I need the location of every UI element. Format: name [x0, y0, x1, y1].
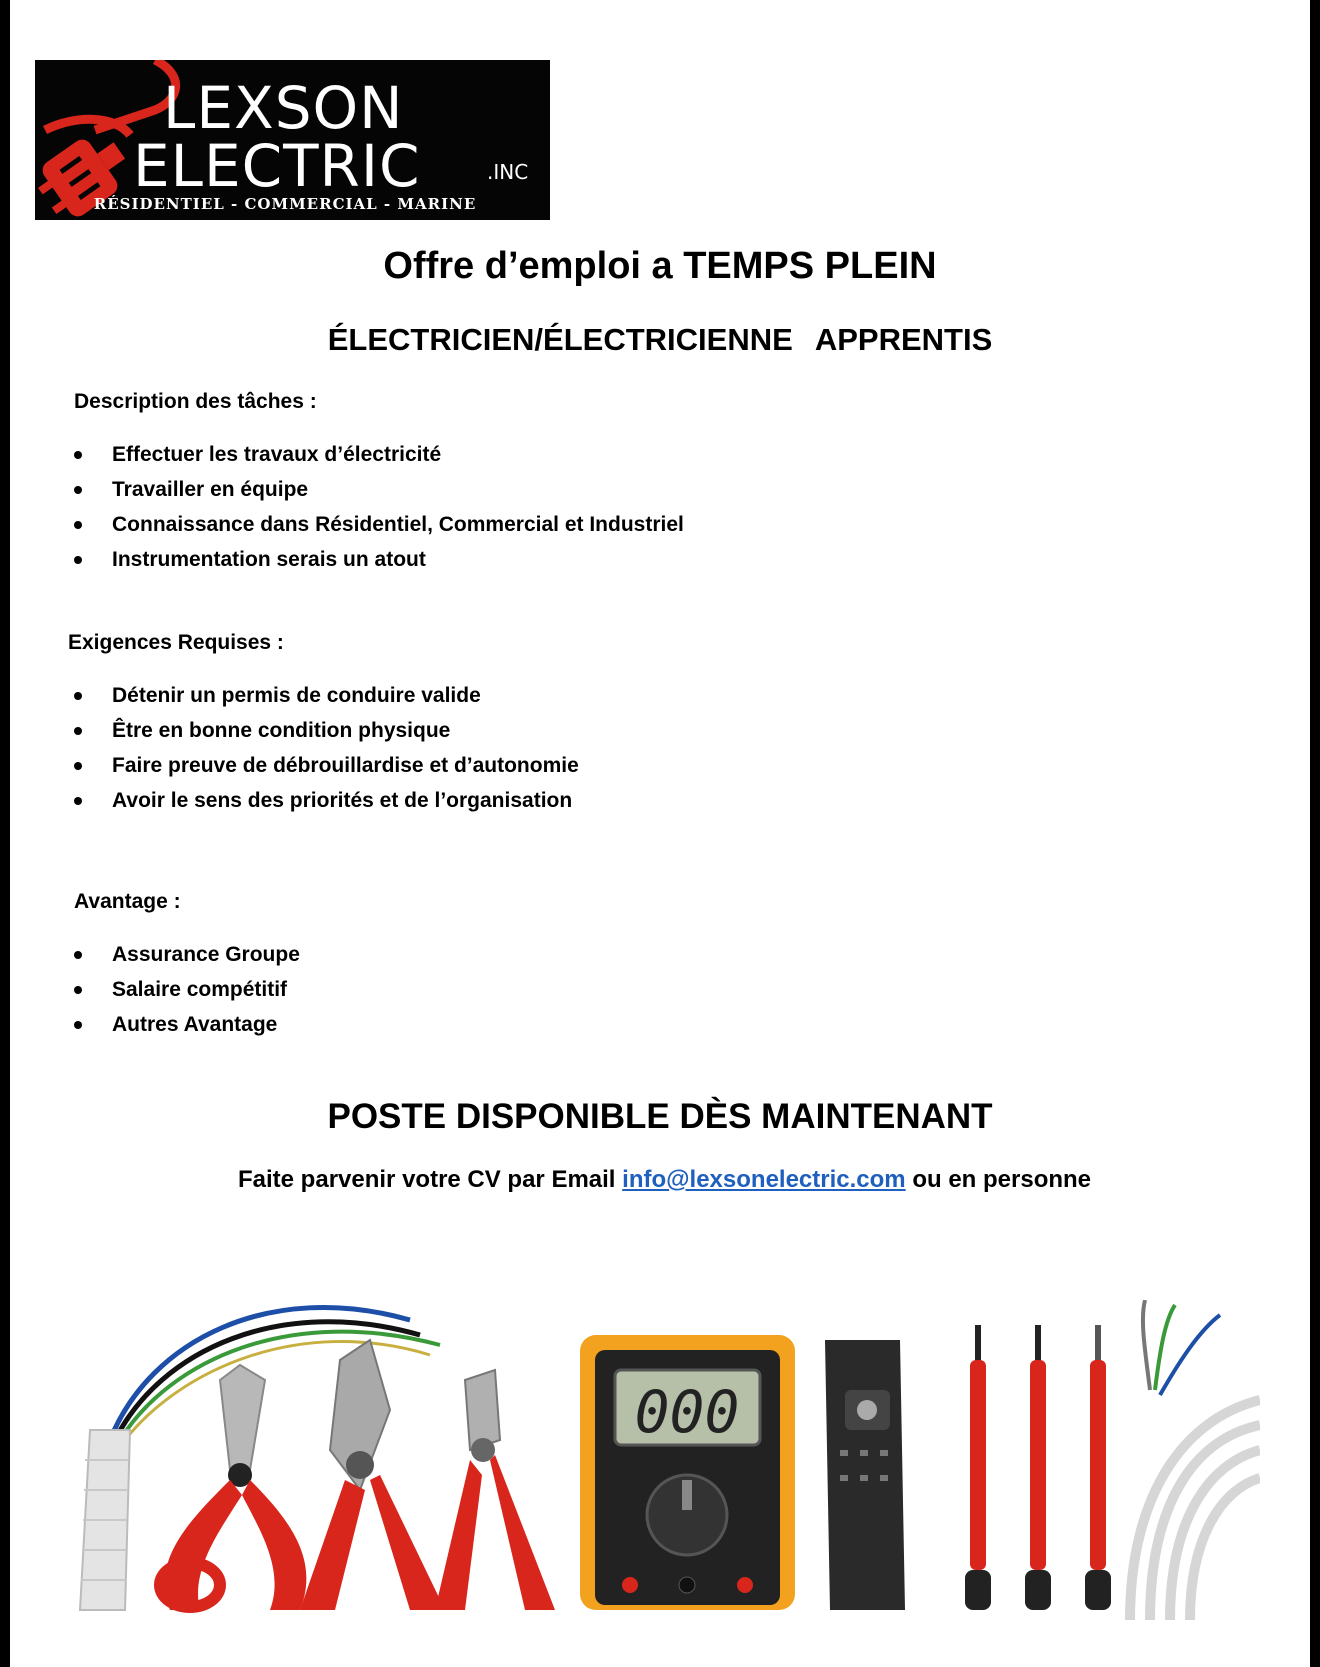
bullet-icon — [74, 692, 82, 700]
list-item — [74, 937, 300, 972]
bullet-icon — [74, 451, 82, 459]
wire-coil-icon — [1130, 1300, 1260, 1620]
list-item-text: Connaissance dans Résidentiel, Commercial et Industriel — [112, 513, 684, 536]
availability-heading: POSTE DISPONIBLE DÈS MAINTENANT — [327, 1097, 993, 1136]
list-item — [74, 713, 579, 748]
bullet-icon — [74, 762, 82, 770]
requirements-list — [74, 678, 579, 818]
bullet-icon — [74, 986, 82, 994]
cutter-icon — [435, 1370, 555, 1610]
benefits-list — [74, 937, 300, 1042]
list-item — [74, 507, 684, 542]
bullet-icon — [74, 1021, 82, 1029]
section-title-avantage: Avantage : — [74, 890, 181, 913]
logo-line-2: ELECTRIC — [133, 132, 421, 200]
list-item — [74, 472, 684, 507]
bullet-icon — [74, 486, 82, 494]
list-item-text: Salaire compétitif — [112, 978, 288, 1001]
list-item-text: Effectuer les travaux d’électricité — [112, 443, 442, 466]
list-item — [74, 437, 684, 472]
list-item-text: Détenir un permis de conduire valide — [112, 684, 481, 707]
list-item-text: Instrumentation serais un atout — [112, 548, 426, 571]
list-item — [74, 748, 579, 783]
page-title: Offre d’emploi a TEMPS PLEIN — [383, 245, 937, 287]
bullet-icon — [74, 556, 82, 564]
bullet-icon — [74, 521, 82, 529]
section-title-exigences: Exigences Requises : — [68, 631, 284, 654]
pliers-icon — [300, 1340, 445, 1610]
company-logo — [35, 60, 550, 220]
task-list — [74, 437, 684, 577]
contact-suffix: ou en personne — [912, 1166, 1092, 1193]
logo-line-1: LEXSON — [163, 74, 404, 142]
screwdriver-icon — [965, 1325, 1111, 1610]
crimper-icon — [825, 1340, 905, 1610]
bullet-icon — [74, 727, 82, 735]
scissors-icon — [160, 1365, 306, 1610]
list-item-text: Faire preuve de débrouillardise et d’autonomie — [112, 754, 579, 777]
contact-prefix: Faite parvenir votre CV par Email — [238, 1166, 616, 1193]
job-subtitle: ÉLECTRICIEN/ÉLECTRICIENNE APPRENTIS — [327, 322, 993, 357]
list-item — [74, 542, 684, 577]
multimeter-icon — [580, 1335, 795, 1610]
logo-suffix: .INC — [487, 160, 529, 184]
email-link[interactable]: info@lexsonelectric.com — [622, 1166, 906, 1193]
list-item — [74, 972, 300, 1007]
list-item-text: Avoir le sens des priorités et de l’organisation — [112, 789, 573, 812]
bullet-icon — [74, 951, 82, 959]
list-item-text: Assurance Groupe — [112, 943, 300, 966]
list-item-text: Être en bonne condition physique — [112, 719, 451, 742]
list-item — [74, 678, 579, 713]
list-item-text: Autres Avantage — [112, 1013, 278, 1036]
list-item — [74, 1007, 300, 1042]
list-item-text: Travailler en équipe — [112, 478, 309, 501]
contact-line — [238, 1166, 1091, 1194]
section-title-taches: Description des tâches : — [74, 390, 317, 413]
bullet-icon — [74, 797, 82, 805]
multimeter-display: 000 — [634, 1378, 740, 1446]
logo-tagline: RÉSIDENTIEL - COMMERCIAL - MARINE — [93, 195, 477, 213]
job-posting-page — [10, 0, 1310, 1667]
cable-icon — [80, 1307, 440, 1610]
list-item — [74, 783, 579, 818]
electrician-tools-image — [70, 1300, 1260, 1620]
